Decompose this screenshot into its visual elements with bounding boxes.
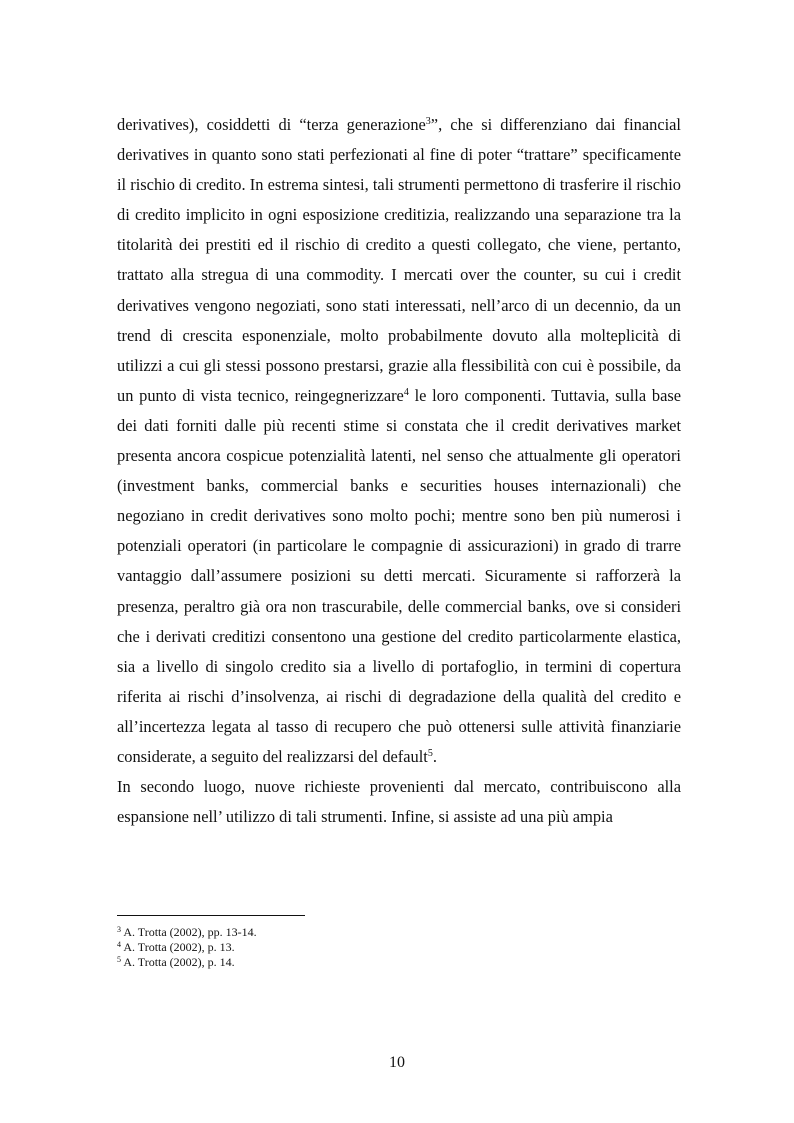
footnote-4	[117, 940, 681, 955]
footnote-text: A. Trotta (2002), p. 14.	[121, 955, 235, 969]
paragraph-1-text-b: ”, che si differenziano dai financial derivatives in quanto sono stati perfezionati al fine di poter “trattare” specificamente il rischio di credito. In estrema sintesi, tali strumenti permettono di trasferire il rischio di credito implicito in ogni esposizione creditizia, realizzando una separazione tra la titolarità dei prestiti ed il rischio di credito a questi collegato, che viene, pertanto, trattato alla stregua di una commodity. I mercati over the counter, su cui i credit derivatives vengono negoziati, sono stati interessati, nell’arco di un decennio, da un trend di crescita esponenziale, molto probabilmente dovuto alla molteplicità di utilizzi a cui gli stessi possono prestarsi, grazie alla flessibilità con cui è possibile, da un punto di vista tecnico, reingegnerizzare	[117, 115, 681, 405]
page-number: 10	[389, 1054, 405, 1071]
paragraph-1	[117, 110, 681, 772]
footnotes	[117, 925, 681, 970]
footnote-ref-4[interactable]: 4	[403, 386, 409, 398]
body-text	[117, 110, 681, 832]
footnote-3	[117, 925, 681, 940]
footnote-ref-5[interactable]: 5	[427, 747, 433, 759]
paragraph-1-text-d: .	[432, 746, 437, 766]
paragraph-1-text-c: le loro componenti. Tuttavia, sulla base dei dati forniti dalle più recenti stime si constata che il credit derivatives market presenta ancora cospicue potenzialità latenti, nel senso che attualmente gli operatori (investment banks, commercial banks e securities houses internazionali) che negoziano in credit derivatives sono molto pochi; mentre sono ben più numerosi i potenziali operatori (in particolare le compagnie di assicurazioni) in grado di trarre vantaggio dall’assumere posizioni su detti mercati. Sicuramente si rafforzerà la presenza, peraltro già ora non trascurabile, delle commercial banks, ove si consideri che i derivati creditizi consentono una gestione del credito particolarmente elastica, sia a livello di singolo credito sia a livello di portafoglio, in termini di copertura riferita ai rischi d’insolvenza, ai rischi di degradazione della qualità del credito e all’incertezza legata al tasso di recupero che può ottenersi sulle attività finanziarie considerate, a seguito del realizzarsi del default	[117, 385, 682, 766]
footnote-number: 5	[117, 955, 121, 964]
paragraph-1-text-a: derivatives), cosiddetti di “terza generazione	[117, 115, 426, 134]
footnote-number: 3	[117, 925, 121, 934]
footnote-5	[117, 955, 681, 970]
footnote-separator	[117, 915, 305, 916]
footnote-ref-3[interactable]: 3	[425, 116, 431, 127]
paragraph-2: In secondo luogo, nuove richieste provenienti dal mercato, contribuiscono alla espansione nell’ utilizzo di tali strumenti. Infine, si assiste ad una più ampia	[117, 777, 681, 827]
footnote-number: 4	[117, 940, 121, 949]
footnote-text: A. Trotta (2002), pp. 13-14.	[121, 925, 257, 939]
footnote-text: A. Trotta (2002), p. 13.	[121, 940, 235, 954]
